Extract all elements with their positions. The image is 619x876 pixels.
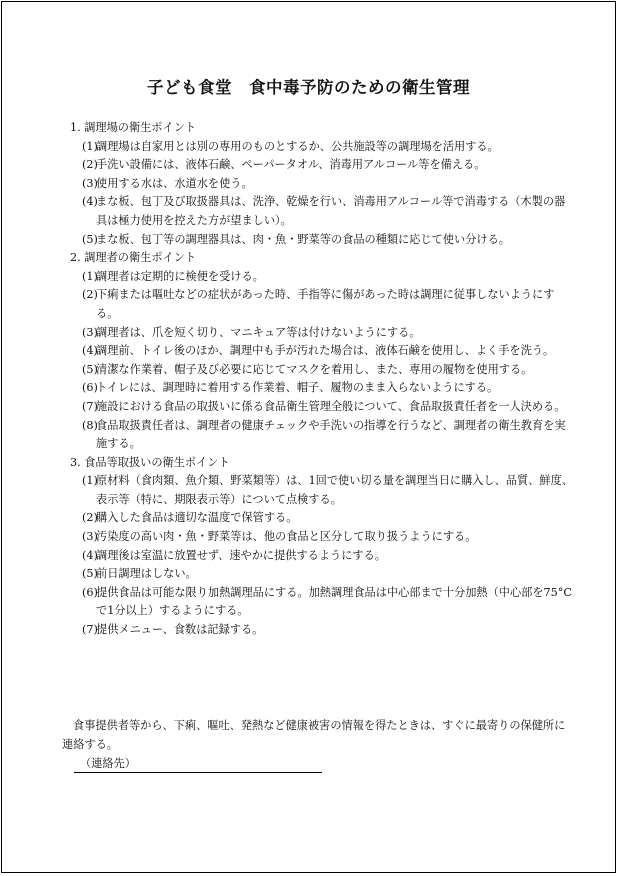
- item-text: 調理場は自家用とは別の専用のものとするか、公共施設等の調理場を活用する。: [96, 139, 499, 153]
- item-text: 提供食品は可能な限り加熱調理品にする。加熱調理食品は中心部まで十分加熱（中心部を75°C で1分以上）するようにする。: [96, 585, 572, 618]
- list-item: [64, 342, 574, 361]
- section-cook-hygiene: [64, 249, 574, 454]
- item-text: まな板、包丁及び取扱器具は、洗浄、乾燥を行い、消毒用アルコール等で消毒する（木製の器具は極力使用を控えた方が望ましい）。: [96, 195, 566, 227]
- document-page: [1, 1, 616, 873]
- item-text: 調理者は、爪を短く切り、マニキュア等は付けないようにする。: [96, 325, 421, 339]
- list-item: [64, 231, 574, 250]
- item-number: (1): [82, 269, 98, 283]
- list-item: [64, 324, 574, 343]
- list-item: [64, 361, 574, 380]
- item-number: (1): [82, 474, 98, 488]
- note-text: 食事提供者等から、下痢、嘔吐、発熱など健康被害の情報を得たときは、すぐに最寄りの保健所に連絡する。: [62, 719, 566, 751]
- section-food-handling: [64, 454, 574, 640]
- document-body: [64, 119, 574, 640]
- item-number: (3): [82, 530, 98, 544]
- list-item: [64, 193, 574, 230]
- item-text: 食品取扱責任者は、調理者の健康チェックや手洗いの指導を行うなど、調理者の衛生教育を実施する。: [96, 418, 566, 451]
- item-text: 原材料（食肉類、魚介類、野菜類等）は、1回で使い切る量を調理当日に購入し、品質、鮮度、表示等（特に、期限表示等）について点検する。: [96, 474, 573, 506]
- list-item: [64, 584, 574, 621]
- item-text: 提供メニュー、食数は記録する。: [96, 623, 264, 637]
- section-kitchen-hygiene: [64, 119, 574, 249]
- document-title: 子ども食堂 食中毒予防のための衛生管理: [147, 78, 470, 97]
- list-item: [64, 472, 574, 509]
- item-number: (6): [82, 381, 98, 395]
- section-heading: 1. 調理場の衛生ポイント: [70, 121, 197, 134]
- list-item: [64, 138, 574, 157]
- item-number: (2): [82, 288, 98, 302]
- item-number: (6): [82, 585, 98, 599]
- item-text: 調理後は室温に放置せず、速やかに提供するようにする。: [96, 548, 386, 562]
- list-item: [64, 379, 574, 398]
- contact-note: [62, 717, 568, 754]
- item-number: (7): [82, 399, 98, 413]
- list-item: [64, 528, 574, 547]
- item-text: 施設における食品の取扱いに係る食品衛生管理全般について、食品取扱責任者を一人決める。: [96, 399, 566, 413]
- list-item: [64, 547, 574, 566]
- list-item: [64, 565, 574, 584]
- item-number: (7): [82, 623, 98, 637]
- list-item: [64, 268, 574, 287]
- item-text: 下痢または嘔吐などの症状があった時、手指等に傷があった時は調理に従事しないようにする。: [96, 288, 555, 320]
- list-item: [64, 286, 574, 323]
- section-heading: 3. 食品等取扱いの衛生ポイント: [70, 455, 230, 469]
- list-item: [64, 509, 574, 528]
- contact-field: [74, 756, 322, 773]
- item-text: 汚染度の高い肉・魚・野菜等は、他の食品と区分して取り扱うようにする。: [96, 530, 477, 544]
- item-text: 使用する水は、水道水を使う。: [96, 176, 253, 190]
- item-text: まな板、包丁等の調理器具は、肉・魚・野菜等の食品の種類に応じて使い分ける。: [96, 232, 510, 246]
- item-text: 手洗い設備には、液体石鹸、ペーパータオル、消毒用アルコール等を備える。: [96, 158, 486, 172]
- item-text: 調理前、トイレ後のほか、調理中も手が汚れた場合は、液体石鹸を使用し、よく手を洗う。: [96, 344, 555, 358]
- contact-label: （連絡先）: [80, 757, 136, 770]
- item-number: (4): [82, 344, 98, 358]
- item-number: (4): [82, 548, 98, 562]
- item-text: 清潔な作業着、帽子及び必要に応じてマスクを着用し、また、専用の履物を使用する。: [96, 362, 533, 376]
- item-number: (3): [82, 176, 98, 190]
- item-number: (5): [82, 362, 98, 376]
- item-number: (3): [82, 325, 98, 339]
- section-heading: 2. 調理者の衛生ポイント: [70, 251, 197, 265]
- item-number: (2): [82, 511, 98, 525]
- item-text: 調理者は定期的に検便を受ける。: [96, 269, 264, 283]
- item-number: (1): [82, 139, 98, 153]
- item-text: 前日調理はしない。: [96, 567, 197, 581]
- item-number: (8): [82, 418, 98, 432]
- item-text: トイレには、調理時に着用する作業着、帽子、履物のまま入らないようにする。: [96, 381, 499, 395]
- item-number: (5): [82, 232, 98, 246]
- item-text: 購入した食品は適切な温度で保管する。: [96, 511, 298, 525]
- item-number: (4): [82, 195, 98, 209]
- list-item: [64, 621, 574, 640]
- list-item: [64, 417, 574, 454]
- item-number: (5): [82, 567, 98, 581]
- list-item: [64, 156, 574, 175]
- list-item: [64, 398, 574, 417]
- list-item: [64, 175, 574, 194]
- item-number: (2): [82, 158, 98, 172]
